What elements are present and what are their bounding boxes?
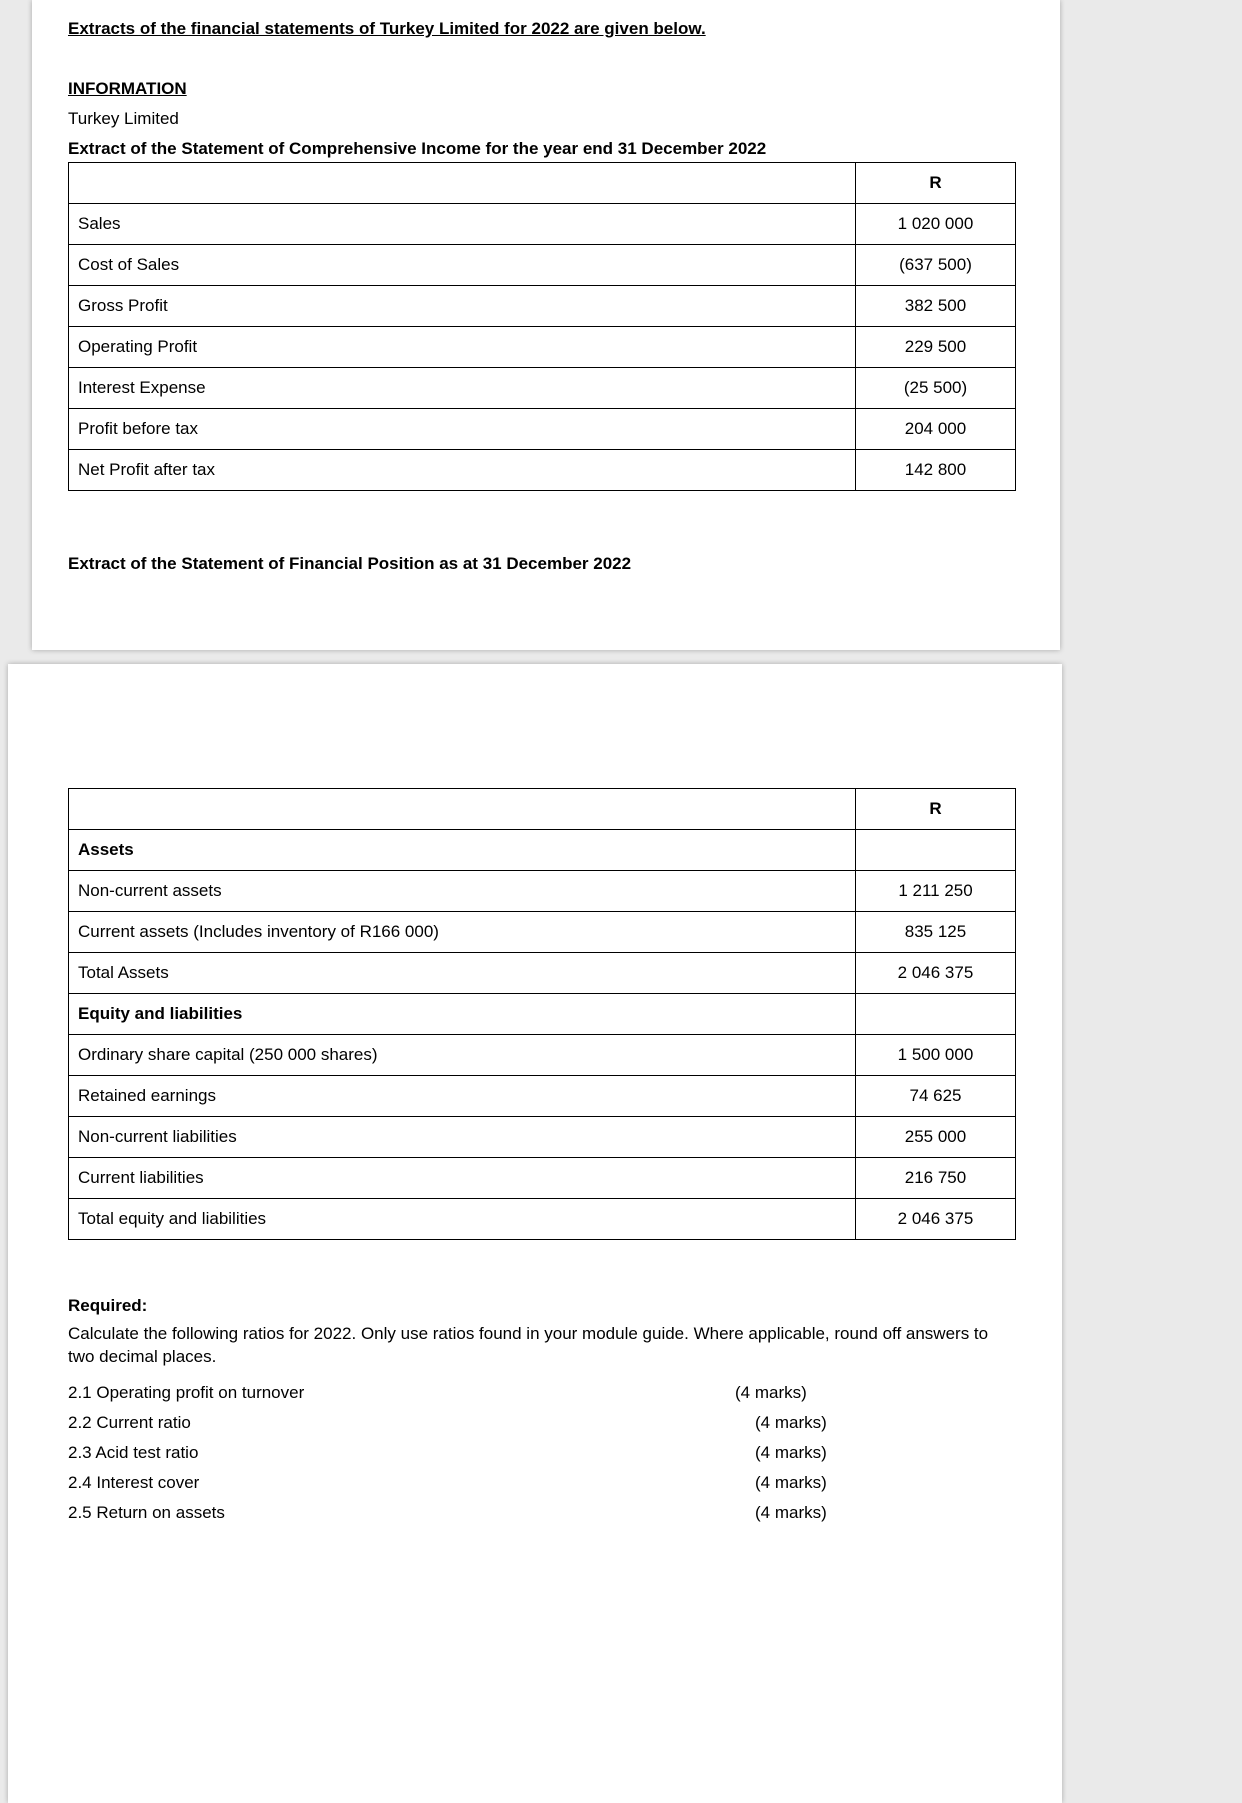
row-label-cell: Operating Profit [69,327,856,368]
row-value-cell [856,994,1016,1035]
row-label-cell: Total Assets [69,953,856,994]
ratio-question-label: 2.3 Acid test ratio [68,1443,199,1462]
table-row [69,286,1016,327]
ratio-question-marks: (4 marks) [735,1383,807,1402]
table-row [69,871,1016,912]
header-currency-cell: R [856,163,1016,204]
row-value-cell [856,830,1016,871]
table-row [69,450,1016,491]
row-label-cell: Current liabilities [69,1158,856,1199]
table-row [69,953,1016,994]
row-label-cell: Non-current assets [69,871,856,912]
row-label-cell: Profit before tax [69,409,856,450]
row-value-cell: 229 500 [856,327,1016,368]
table-row [69,327,1016,368]
table-row [69,245,1016,286]
ratio-question-label: 2.4 Interest cover [68,1473,200,1492]
row-value-cell: 74 625 [856,1076,1016,1117]
table-row [69,1158,1016,1199]
ratio-question-marks: (4 marks) [755,1473,827,1492]
financial-position-table [68,788,1016,1240]
document-heading: Extracts of the financial statements of Turkey Limited for 2022 are given below. [68,19,706,38]
ratio-question [68,1438,1010,1468]
ratio-question [68,1468,1010,1498]
header-label-cell [69,789,856,830]
document-page-1 [32,0,1060,650]
income-statement-title: Extract of the Statement of Comprehensive Income for the year end 31 December 2022 [68,139,767,158]
ratio-question-label: 2.1 Operating profit on turnover [68,1383,305,1402]
header-currency-cell: R [856,789,1016,830]
document-page-2 [8,664,1062,1803]
header-label-cell [69,163,856,204]
ratio-question-list [68,1378,1010,1528]
table-row [69,409,1016,450]
ratio-question-label: 2.5 Return on assets [68,1503,225,1522]
row-label-cell: Total equity and liabilities [69,1199,856,1240]
row-label-cell: Cost of Sales [69,245,856,286]
row-value-cell: 204 000 [856,409,1016,450]
required-instruction: Calculate the following ratios for 2022. Only use ratios found in your module guide. Where applicable, round off answers to two decimal places. [68,1324,989,1366]
row-label-cell: Equity and liabilities [69,994,856,1035]
row-value-cell: 835 125 [856,912,1016,953]
row-value-cell: (25 500) [856,368,1016,409]
row-value-cell: 1 211 250 [856,871,1016,912]
table-row [69,1117,1016,1158]
income-statement-table [68,162,1016,491]
required-label: Required: [68,1296,148,1315]
table-row [69,204,1016,245]
row-label-cell: Gross Profit [69,286,856,327]
row-value-cell: 2 046 375 [856,1199,1016,1240]
table-row [69,368,1016,409]
table-header-row [69,163,1016,204]
table-row [69,1035,1016,1076]
table-row [69,1076,1016,1117]
ratio-question [68,1498,1010,1528]
row-label-cell: Assets [69,830,856,871]
row-value-cell: (637 500) [856,245,1016,286]
table-row [69,1199,1016,1240]
table-section-row [69,830,1016,871]
row-label-cell: Interest Expense [69,368,856,409]
row-label-cell: Net Profit after tax [69,450,856,491]
financial-position-title: Extract of the Statement of Financial Position as at 31 December 2022 [68,554,632,573]
row-label-cell: Retained earnings [69,1076,856,1117]
table-section-row [69,994,1016,1035]
row-value-cell: 216 750 [856,1158,1016,1199]
company-name: Turkey Limited [68,109,179,128]
ratio-question [68,1378,1010,1408]
row-value-cell: 142 800 [856,450,1016,491]
row-value-cell: 1 500 000 [856,1035,1016,1076]
row-value-cell: 255 000 [856,1117,1016,1158]
table-header-row [69,789,1016,830]
ratio-question-label: 2.2 Current ratio [68,1413,191,1432]
row-label-cell: Sales [69,204,856,245]
information-label: INFORMATION [68,79,187,98]
row-label-cell: Non-current liabilities [69,1117,856,1158]
table-row [69,912,1016,953]
ratio-question-marks: (4 marks) [755,1503,827,1522]
ratio-question-marks: (4 marks) [755,1413,827,1432]
row-label-cell: Ordinary share capital (250 000 shares) [69,1035,856,1076]
row-label-cell: Current assets (Includes inventory of R166 000) [69,912,856,953]
ratio-question [68,1408,1010,1438]
ratio-question-marks: (4 marks) [755,1443,827,1462]
row-value-cell: 2 046 375 [856,953,1016,994]
row-value-cell: 1 020 000 [856,204,1016,245]
row-value-cell: 382 500 [856,286,1016,327]
